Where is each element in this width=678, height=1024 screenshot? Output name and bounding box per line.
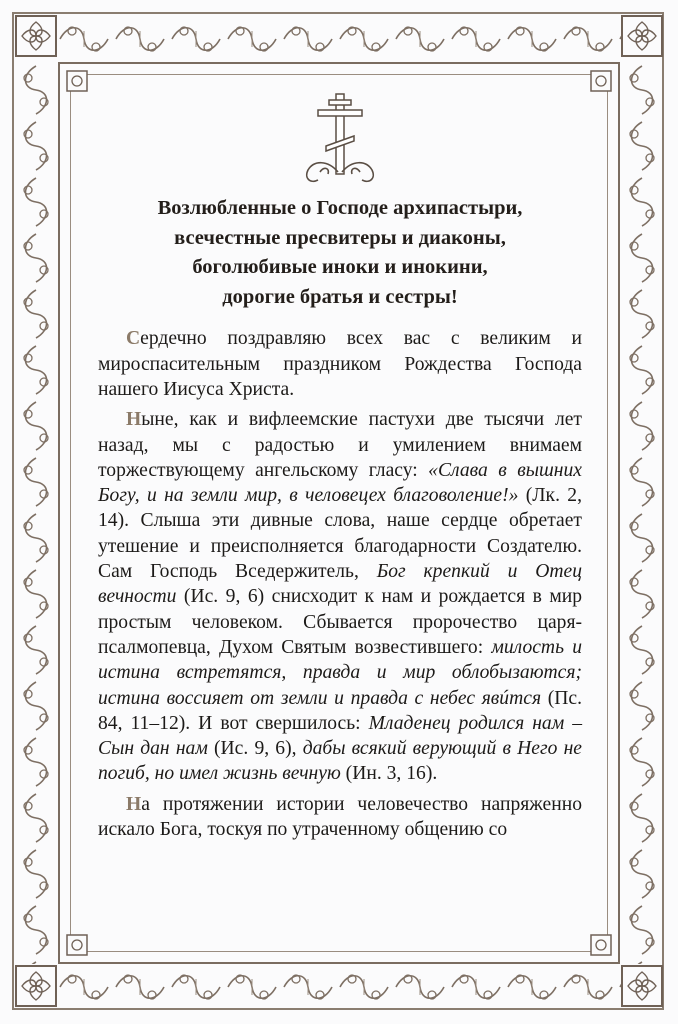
corner-ornament-icon <box>620 14 664 58</box>
letter-content <box>98 90 582 847</box>
left-border-ornament-icon <box>16 62 56 964</box>
paragraph-text: (Ис. 9, 6), <box>207 738 303 760</box>
initial-letter: Н <box>126 793 142 815</box>
initial-letter: Н <box>126 409 142 431</box>
scripture-quote: «Слава в вышних Богу, и на земли мир, в человецех благоволение!» <box>98 459 582 507</box>
paragraph-text: ердечно поздравляю всех вас с великим и мироспасительным праздником Рождества Господа нашего Иисуса Христа. <box>98 328 582 400</box>
heading-line: Возлюбленные о Господе архипастыри, <box>157 197 523 219</box>
inner-corner-ornament-icon <box>590 934 612 956</box>
inner-corner-ornament-icon <box>590 70 612 92</box>
heading-line: всечестные пресвитеры и диаконы, <box>174 226 506 249</box>
orthodox-cross-icon <box>280 90 400 194</box>
paragraph-text: (Пс. 84, 11–12). И вот свершилось: <box>98 687 582 734</box>
right-border-ornament-icon <box>622 62 662 964</box>
paragraph-text: (Ин. 3, 16). <box>340 763 438 785</box>
heading-line: дорогие братья и сестры! <box>222 285 458 308</box>
inner-corner-ornament-icon <box>66 934 88 956</box>
paragraph <box>98 792 582 843</box>
initial-letter: С <box>126 328 141 350</box>
scripture-quote: Бог крепкий и Отец вечности <box>98 561 582 608</box>
letter-body <box>98 326 582 842</box>
corner-ornament-icon <box>14 964 58 1008</box>
paragraph-text: а протяжении истории человечество напряженно искало Бога, тоскуя по утраченному общению со <box>98 793 582 841</box>
paragraph-text: (Ис. 9, 6) снисходит к нам и рождается в мир простым человеком. Сбывается пророчество царя-псалмопевца, Духом Святым возвестившего: <box>98 586 582 658</box>
top-border-ornament-icon <box>56 18 622 60</box>
scripture-quote: милость и истина встретятся, правда и мир облобызаются; истина воссияет от земли и правда с небес явúтся <box>98 636 582 709</box>
scripture-quote: дабы всякий верующий в Него не погиб, но имел жизнь вечную <box>98 738 582 785</box>
corner-ornament-icon <box>14 14 58 58</box>
greeting-heading <box>98 194 582 312</box>
inner-corner-ornament-icon <box>66 70 88 92</box>
paragraph <box>98 407 582 786</box>
corner-ornament-icon <box>620 964 664 1008</box>
scripture-quote: Младенец родился нам – Сын дан нам <box>98 712 583 760</box>
heading-line: боголюбивые иноки и инокини, <box>192 256 488 279</box>
paragraph-text: (Лк. 2, 14). Слыша эти дивные слова, наше сердце обретает утешение и преисполняется благодарности Создателю. Сам Господь Вседержитель, <box>98 485 582 583</box>
cross-header <box>98 90 582 194</box>
paragraph-text: ыне, как и вифлеемские пастухи две тысячи лет назад, мы с радостью и умилением внимаем торжествующему ангельскому гласу: <box>98 409 582 481</box>
paragraph <box>98 326 582 402</box>
bottom-border-ornament-icon <box>56 966 622 1008</box>
